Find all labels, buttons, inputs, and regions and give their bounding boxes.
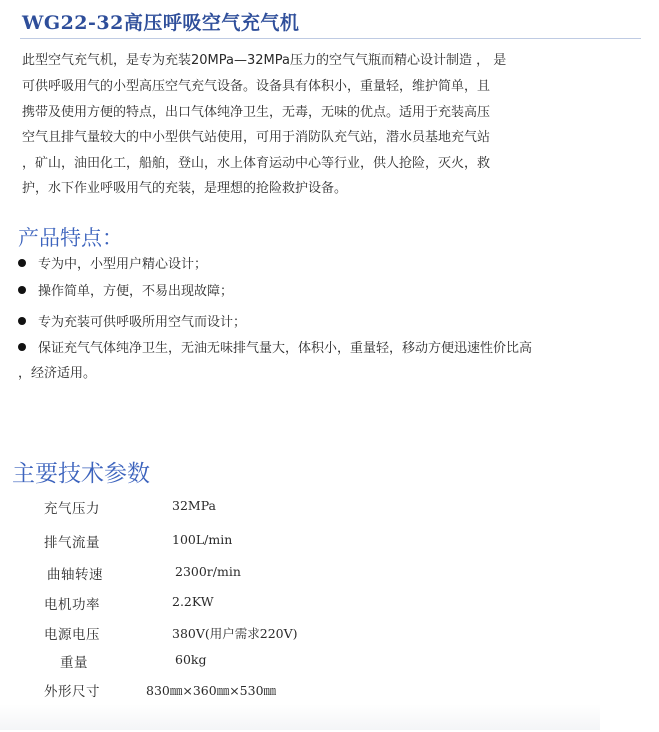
params-heading: 主要技术参数 [12, 461, 150, 487]
bottom-fade [0, 704, 600, 730]
features-heading: 产品特点： [18, 226, 123, 250]
param-label: 曲轴转速 [47, 567, 103, 583]
bullet-icon [18, 259, 26, 267]
intro-line: 携带及使用方便的特点，出口气体纯净卫生，无毒，无味的优点。适用于充装高压 [22, 105, 491, 120]
param-value: 100L/min [172, 532, 233, 547]
feature-item [18, 340, 532, 358]
bullet-icon [18, 343, 26, 351]
intro-line: ，矿山，油田化工，船舶，登山，水上体育运动中心等行业，供人抢险，灭火，救 [22, 156, 491, 171]
param-label: 充气压力 [44, 501, 100, 517]
param-label: 外形尺寸 [44, 684, 100, 700]
feature-text: 专为中，小型用户精心设计； [38, 257, 208, 272]
intro-line: 此型空气充气机，是专为充装20MPa—32MPa压力的空气气瓶而精心设计制造 ， 是 [22, 53, 507, 68]
param-label: 电源电压 [44, 627, 100, 643]
feature-text: 专为充装可供呼吸所用空气而设计； [38, 315, 247, 330]
param-label: 排气流量 [44, 535, 100, 551]
param-label: 重量 [60, 655, 88, 671]
feature-item [18, 283, 233, 301]
feature-item [18, 314, 246, 332]
param-value: 2300r/min [175, 564, 241, 579]
feature-text: 保证充气气体纯净卫生，无油无味排气量大，体积小，重量轻，移动方便迅速性价比高 [38, 341, 533, 356]
param-value: 60kg [175, 652, 207, 667]
intro-line: 空气且排气量较大的中小型供气站使用，可用于消防队充气站，潜水员基地充气站 [22, 130, 491, 145]
feature-item [18, 256, 207, 274]
bullet-icon [18, 286, 26, 294]
param-value: 830㎜×360㎜×530㎜ [146, 683, 277, 698]
intro-line: 可供呼吸用气的小型高压空气充气设备。设备具有体积小，重量轻，维护简单，且 [22, 79, 491, 94]
param-label: 电机功率 [44, 597, 100, 613]
title-divider [20, 38, 641, 39]
param-value: 380V(用户需求220V) [172, 626, 298, 641]
page-title: WG22-32高压呼吸空气充气机 [22, 12, 300, 34]
feature-continuation: ，经济适用。 [18, 366, 97, 381]
param-value: 2.2KW [172, 594, 214, 609]
intro-line: 护，水下作业呼吸用气的充装，是理想的抢险救护设备。 [22, 181, 348, 196]
feature-text: 操作简单，方便，不易出现故障； [38, 284, 234, 299]
param-value: 32MPa [172, 498, 217, 513]
bullet-icon [18, 317, 26, 325]
